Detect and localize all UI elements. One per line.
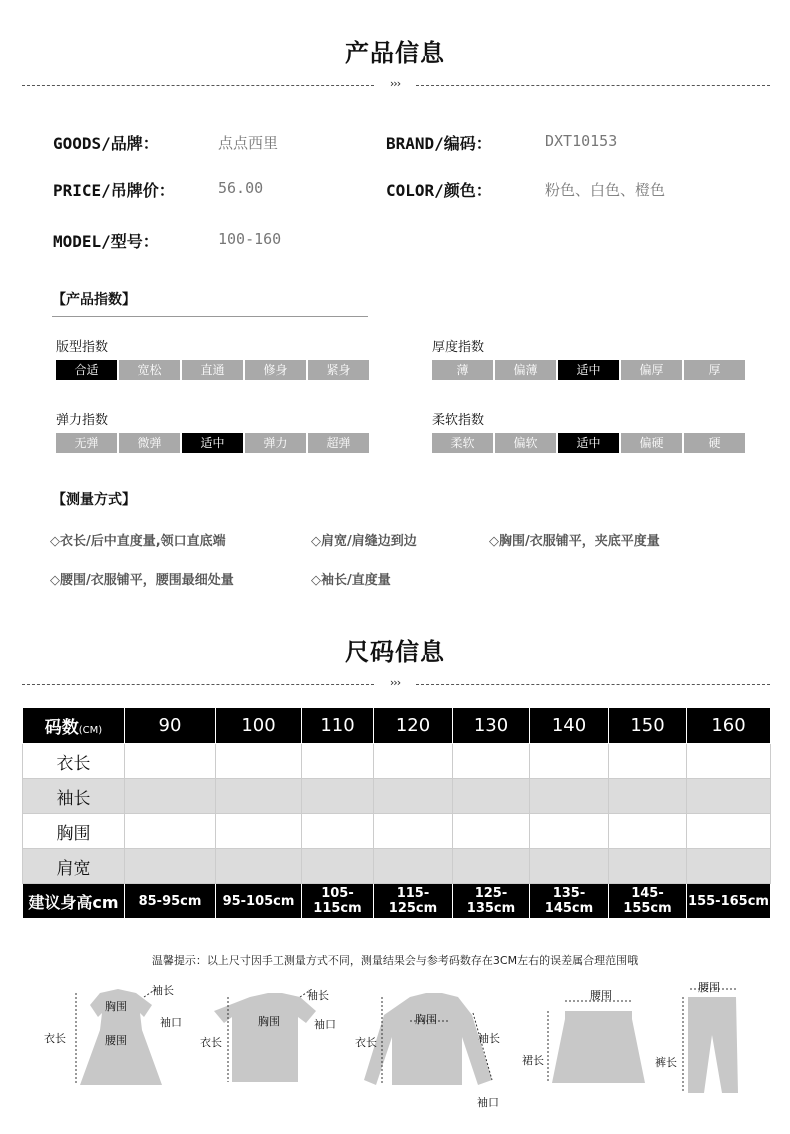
chevrons-icon: ›››: [389, 77, 401, 90]
pants-icon: [688, 997, 738, 1093]
height-row: [23, 884, 771, 919]
tshirt-length-label: 衣长: [200, 1036, 222, 1049]
table-cell: [609, 779, 687, 814]
color-label: COLOR/颜色：: [386, 181, 492, 200]
row-label: 肩宽: [23, 849, 125, 884]
size-col-header: 160: [687, 708, 771, 744]
size-col-header: 110: [302, 708, 374, 744]
softness-index-bar: [432, 433, 745, 453]
measure-chest: ◇胸围/衣服铺平，夹底平度量: [489, 534, 660, 549]
model-label: MODEL/型号：: [53, 232, 159, 251]
index-option: 适中: [182, 433, 243, 453]
measurement-note: 温馨提示：以上尺寸因手工测量方式不同，测量结果会与参考码数存在3CM左右的误差属合理范围哦: [151, 954, 639, 967]
table-cell: [302, 779, 374, 814]
brand-value: DXT10153: [545, 132, 618, 150]
table-cell: [609, 744, 687, 779]
tshirt-sleeve-label: 袖长: [307, 989, 329, 1002]
table-cell: [216, 849, 302, 884]
thickness-index-bar: [432, 360, 745, 380]
size-header-label: 码数(CM): [23, 708, 125, 744]
size-col-header: 120: [374, 708, 453, 744]
skirt-icon: [552, 1011, 645, 1083]
table-cell: [302, 849, 374, 884]
size-col-header: 150: [609, 708, 687, 744]
elasticity-index-bar: [56, 433, 369, 453]
table-cell: [125, 744, 216, 779]
height-cell: 85-95cm: [125, 884, 216, 919]
measure-sleeve: ◇袖长/直度量: [311, 573, 391, 588]
table-cell: [216, 744, 302, 779]
table-cell: [609, 814, 687, 849]
size-col-header: 100: [216, 708, 302, 744]
table-cell: [687, 744, 771, 779]
height-cell: 105-115cm: [302, 884, 374, 919]
dress-sleeve-label: 袖长: [152, 984, 174, 997]
height-row-label: 建议身高cm: [23, 884, 125, 919]
table-cell: [453, 744, 530, 779]
elasticity-index-label: 弹力指数: [56, 413, 109, 428]
measurement-heading: 【测量方式】: [52, 492, 136, 508]
table-cell: [687, 779, 771, 814]
table-cell: [302, 744, 374, 779]
table-cell: [374, 744, 453, 779]
fit-index-bar: [56, 360, 369, 380]
size-table: [22, 707, 771, 919]
table-cell: [530, 849, 609, 884]
height-cell: 115-125cm: [374, 884, 453, 919]
index-option: 适中: [558, 433, 619, 453]
index-option: 偏硬: [621, 433, 682, 453]
table-cell: [374, 779, 453, 814]
index-option: 硬: [684, 433, 745, 453]
row-label: 衣长: [23, 744, 125, 779]
height-cell: 125-135cm: [453, 884, 530, 919]
size-info-title: 尺码信息: [345, 638, 445, 666]
price-label: PRICE/吊牌价：: [53, 181, 175, 200]
measure-length: ◇衣长/后中直度量,领口直底端: [50, 534, 226, 549]
index-option: 薄: [432, 360, 493, 380]
price-value: 56.00: [218, 179, 264, 197]
table-cell: [687, 814, 771, 849]
index-option: 适中: [558, 360, 619, 380]
divider-right: [416, 85, 770, 86]
measure-shoulder: ◇肩宽/肩缝边到边: [311, 534, 417, 549]
table-row: [23, 779, 771, 814]
table-cell: [216, 814, 302, 849]
index-option: 宽松: [119, 360, 180, 380]
sweater-cuff-label: 袖口: [477, 1096, 499, 1109]
sweater-length-label: 衣长: [355, 1036, 377, 1049]
table-cell: [453, 849, 530, 884]
table-cell: [609, 849, 687, 884]
index-option: 厚: [684, 360, 745, 380]
index-option: 偏厚: [621, 360, 682, 380]
goods-label: GOODS/品牌：: [53, 134, 159, 153]
table-row: [23, 744, 771, 779]
goods-value: 点点西里: [218, 134, 279, 152]
thickness-index-label: 厚度指数: [432, 340, 485, 355]
height-cell: 135-145cm: [530, 884, 609, 919]
indices-rule: [52, 316, 368, 317]
dress-chest-label: 胸围: [105, 1000, 127, 1013]
table-cell: [530, 814, 609, 849]
tshirt-chest-label: 胸围: [258, 1015, 280, 1028]
pants-length-label: 裤长: [655, 1056, 677, 1069]
index-option: 偏软: [495, 433, 556, 453]
index-option: 无弹: [56, 433, 117, 453]
table-cell: [125, 814, 216, 849]
measure-waist: ◇腰围/衣服铺平，腰围最细处量: [50, 573, 234, 588]
row-label: 胸围: [23, 814, 125, 849]
height-cell: 145-155cm: [609, 884, 687, 919]
chevrons-icon-2: ›››: [389, 676, 401, 689]
size-col-header: 140: [530, 708, 609, 744]
size-col-header: 130: [453, 708, 530, 744]
divider-right-2: [416, 684, 770, 685]
height-cell: 95-105cm: [216, 884, 302, 919]
table-cell: [530, 779, 609, 814]
size-header-row: [23, 708, 771, 744]
fit-index-label: 版型指数: [56, 340, 109, 355]
sweater-chest-label: 胸围: [415, 1013, 437, 1026]
indices-heading: 【产品指数】: [52, 292, 136, 308]
model-value: 100-160: [218, 230, 282, 248]
table-cell: [530, 744, 609, 779]
dress-length-label: 衣长: [44, 1032, 66, 1045]
dress-waist-label: 腰围: [105, 1034, 127, 1047]
table-row: [23, 814, 771, 849]
table-cell: [374, 849, 453, 884]
index-option: 偏薄: [495, 360, 556, 380]
table-cell: [125, 779, 216, 814]
height-cell: 155-165cm: [687, 884, 771, 919]
index-option: 弹力: [245, 433, 306, 453]
size-col-header: 90: [125, 708, 216, 744]
dress-cuff-label: 袖口: [160, 1016, 182, 1029]
table-row: [23, 849, 771, 884]
tshirt-icon: [214, 993, 316, 1082]
skirt-length-label: 裙长: [522, 1054, 544, 1067]
index-option: 紧身: [308, 360, 369, 380]
skirt-waist-label: 腰围: [590, 989, 612, 1002]
table-cell: [374, 814, 453, 849]
index-option: 直通: [182, 360, 243, 380]
table-cell: [125, 849, 216, 884]
table-cell: [687, 849, 771, 884]
softness-index-label: 柔软指数: [432, 413, 485, 428]
color-value: 粉色、白色、橙色: [545, 181, 666, 199]
index-option: 修身: [245, 360, 306, 380]
pants-waist-label: 腰围: [698, 981, 720, 994]
brand-label: BRAND/编码：: [386, 134, 492, 153]
sweater-icon: [364, 993, 492, 1085]
product-info-title: 产品信息: [345, 39, 445, 67]
sweater-sleeve-label: 袖长: [478, 1032, 500, 1045]
table-cell: [216, 779, 302, 814]
tshirt-cuff-label: 袖口: [314, 1018, 336, 1031]
index-option: 合适: [56, 360, 117, 380]
table-cell: [453, 779, 530, 814]
table-cell: [302, 814, 374, 849]
index-option: 微弹: [119, 433, 180, 453]
divider-left-2: [22, 684, 374, 685]
table-cell: [453, 814, 530, 849]
index-option: 超弹: [308, 433, 369, 453]
row-label: 袖长: [23, 779, 125, 814]
divider-left: [22, 85, 374, 86]
index-option: 柔软: [432, 433, 493, 453]
